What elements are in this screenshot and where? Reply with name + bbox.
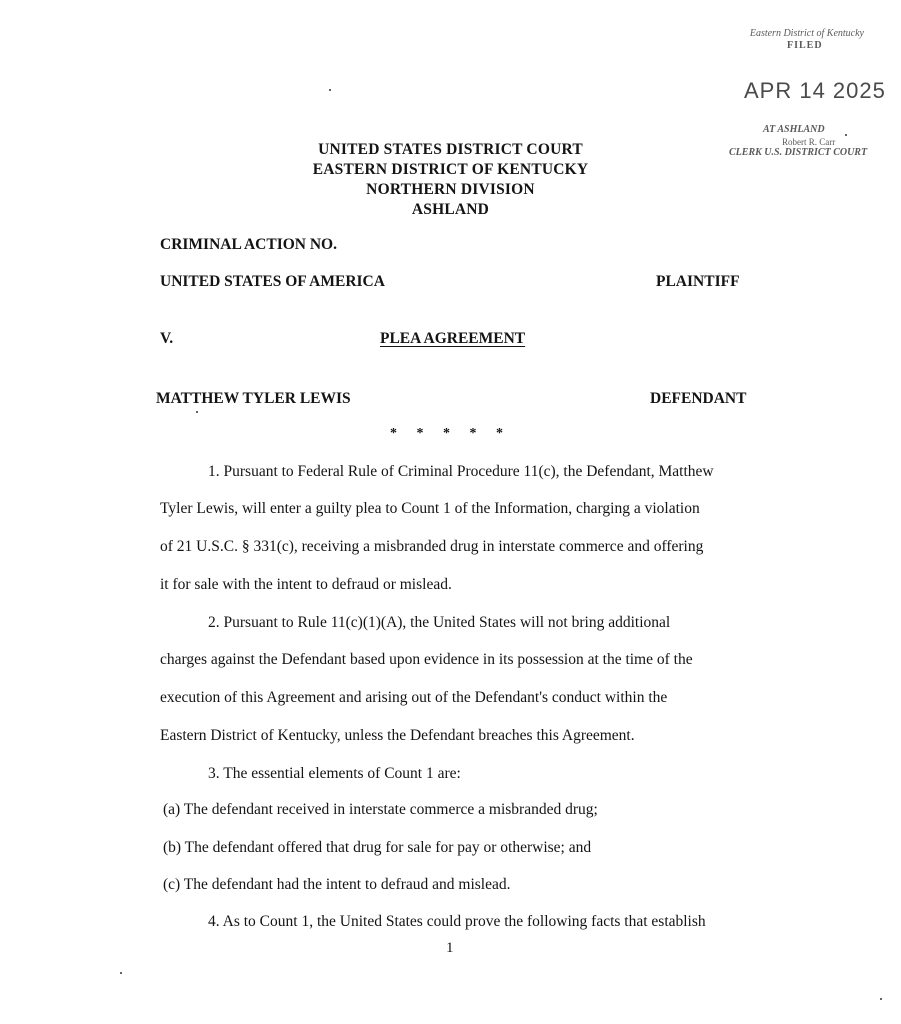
- element-c: (c) The defendant had the intent to defraud and mislead.: [163, 876, 511, 893]
- paragraph-2-line: Eastern District of Kentucky, unless the Defendant breaches this Agreement.: [160, 727, 635, 744]
- scan-speck: [196, 411, 198, 413]
- element-b: (b) The defendant offered that drug for sale for pay or otherwise; and: [163, 839, 592, 856]
- filing-stamp-location: AT ASHLAND: [763, 124, 825, 135]
- court-name: UNITED STATES DISTRICT COURT: [318, 141, 583, 158]
- paragraph-4: 4. As to Count 1, the United States could prove the following facts that establish: [208, 913, 706, 930]
- filing-stamp-clerk-name: Robert R. Carr: [782, 137, 836, 147]
- filing-stamp-date: APR 14 2025: [744, 78, 886, 103]
- court-division: NORTHERN DIVISION: [366, 181, 535, 198]
- page-number: 1: [446, 940, 454, 956]
- paragraph-1-line: it for sale with the intent to defraud or mislead.: [160, 576, 452, 593]
- defendant-name: MATTHEW TYLER LEWIS: [156, 390, 351, 407]
- filing-stamp-filed: FILED: [787, 40, 823, 51]
- paragraph-2-line: 2. Pursuant to Rule 11(c)(1)(A), the United States will not bring additional: [208, 614, 671, 631]
- paragraph-3: 3. The essential elements of Count 1 are:: [208, 765, 461, 782]
- plaintiff-role: PLAINTIFF: [656, 273, 740, 290]
- paragraph-1-line: 1. Pursuant to Federal Rule of Criminal Procedure 11(c), the Defendant, Matthew: [208, 463, 714, 480]
- scan-speck: [880, 998, 882, 1000]
- paragraph-2-line: charges against the Defendant based upon evidence in its possession at the time of the: [160, 651, 693, 668]
- court-district: EASTERN DISTRICT OF KENTUCKY: [312, 161, 589, 178]
- court-city: ASHLAND: [411, 201, 490, 218]
- defendant-role: DEFENDANT: [650, 390, 747, 407]
- versus-label: V.: [160, 330, 174, 347]
- document-title: PLEA AGREEMENT: [380, 330, 526, 347]
- criminal-action-number: CRIMINAL ACTION NO.: [160, 236, 337, 253]
- section-divider: * * * * *: [390, 426, 511, 441]
- scan-speck: [329, 89, 331, 91]
- plaintiff-name: UNITED STATES OF AMERICA: [160, 273, 385, 290]
- scan-speck: [845, 134, 847, 136]
- paragraph-1-line: of 21 U.S.C. § 331(c), receiving a misbranded drug in interstate commerce and offering: [160, 538, 704, 555]
- paragraph-2-line: execution of this Agreement and arising out of the Defendant's conduct within the: [160, 689, 668, 706]
- paragraph-1-line: Tyler Lewis, will enter a guilty plea to Count 1 of the Information, charging a violation: [160, 500, 700, 517]
- scan-speck: [120, 972, 122, 974]
- court-heading: [0, 140, 901, 220]
- element-a: (a) The defendant received in interstate commerce a misbranded drug;: [163, 801, 598, 818]
- filing-stamp-court: Eastern District of Kentucky: [749, 28, 864, 39]
- filing-stamp-clerk-office: CLERK U.S. DISTRICT COURT: [729, 147, 868, 158]
